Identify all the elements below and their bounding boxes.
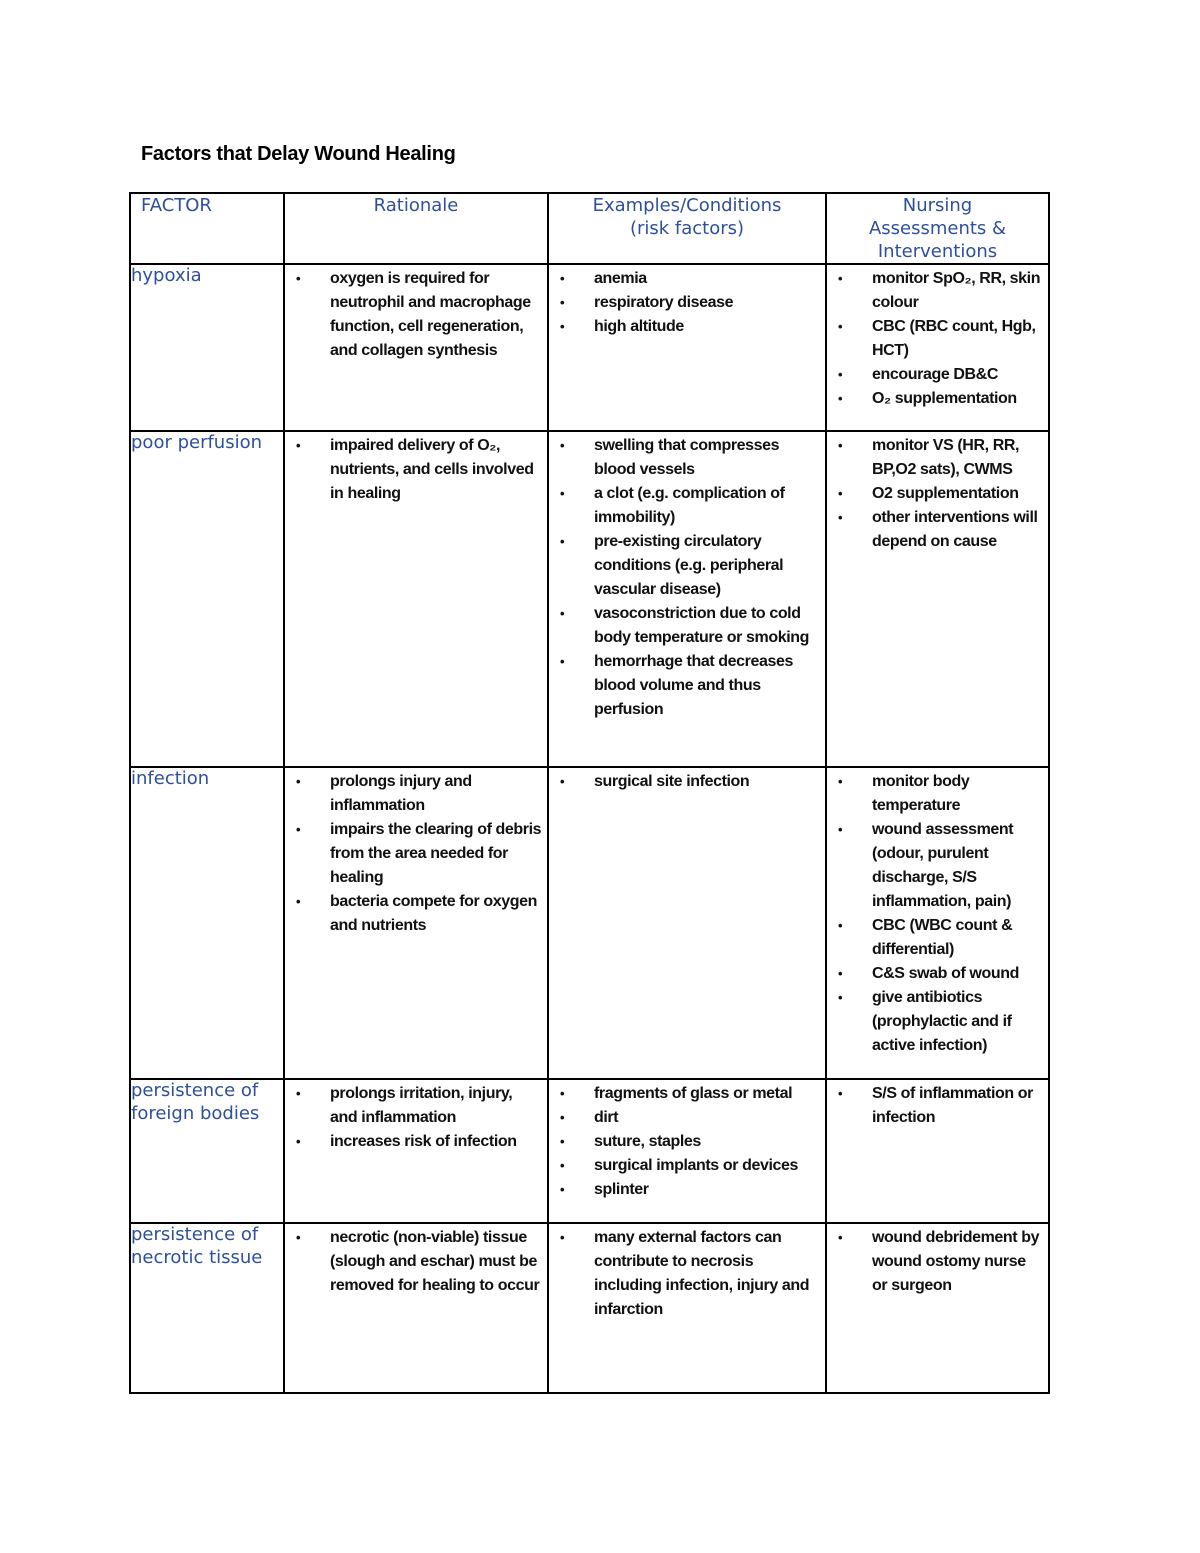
nursing-cell: [826, 264, 1049, 431]
list-item: • high altitude: [549, 315, 821, 339]
rationale-cell: [284, 1079, 548, 1223]
table-row: [130, 431, 1049, 767]
list-item: • O2 supplementation: [827, 482, 1044, 506]
list-item: • oxygen is required for neutrophil and macrophage function, cell regeneration, and collagen synthesis: [285, 267, 543, 363]
list-item: • S/S of inflammation or infection: [827, 1082, 1044, 1130]
factor-cell: [130, 431, 284, 767]
factor-name: infection: [131, 768, 210, 789]
list-item: • suture, staples: [549, 1130, 821, 1154]
rationale-list: [285, 265, 547, 363]
list-item: • necrotic (non-viable) tissue (slough and eschar) must be removed for healing to occur: [285, 1226, 543, 1298]
examples-list: [549, 1224, 825, 1322]
list-item: • CBC (RBC count, Hgb, HCT): [827, 315, 1044, 363]
factor-cell: [130, 1223, 284, 1393]
header-nursing-line3: Interventions: [877, 241, 998, 262]
list-item: • vasoconstriction due to cold body temperature or smoking: [549, 602, 821, 650]
list-item: • anemia: [549, 267, 821, 291]
rationale-list: [285, 1224, 547, 1298]
nursing-cell: [826, 1223, 1049, 1393]
list-item: • splinter: [549, 1178, 821, 1202]
list-item: • prolongs irritation, injury, and inflammation: [285, 1082, 543, 1130]
header-rationale: [284, 193, 548, 264]
list-item: • respiratory disease: [549, 291, 821, 315]
list-item: • fragments of glass or metal: [549, 1082, 821, 1106]
factor-cell: [130, 264, 284, 431]
nursing-list: [827, 432, 1048, 554]
examples-list: [549, 1080, 825, 1202]
list-item: • impaired delivery of O₂, nutrients, and cells involved in healing: [285, 434, 543, 506]
list-item: • dirt: [549, 1106, 821, 1130]
list-item: • monitor body temperature: [827, 770, 1044, 818]
document-title: Factors that Delay Wound Healing: [141, 143, 456, 165]
header-nursing: [826, 193, 1049, 264]
examples-cell: [548, 767, 826, 1079]
nursing-cell: [826, 1079, 1049, 1223]
list-item: • prolongs injury and inflammation: [285, 770, 543, 818]
table-header-row: [130, 193, 1049, 264]
list-item: • swelling that compresses blood vessels: [549, 434, 821, 482]
header-nursing-line2: Assessments &: [868, 218, 1007, 239]
list-item: • wound debridement by wound ostomy nurse or surgeon: [827, 1226, 1044, 1298]
list-item: • encourage DB&C: [827, 363, 1044, 387]
examples-cell: [548, 1079, 826, 1223]
examples-cell: [548, 1223, 826, 1393]
factor-cell: [130, 767, 284, 1079]
header-factor: [130, 193, 284, 264]
nursing-cell: [826, 431, 1049, 767]
header-examples: [548, 193, 826, 264]
factor-name: persistence of foreign bodies: [131, 1080, 260, 1124]
rationale-cell: [284, 264, 548, 431]
list-item: • CBC (WBC count & differential): [827, 914, 1044, 962]
table-row: [130, 1223, 1049, 1393]
header-examples-line2: (risk factors): [629, 218, 745, 239]
table-row: [130, 264, 1049, 431]
nursing-list: [827, 768, 1048, 1058]
list-item: • impairs the clearing of debris from the area needed for healing: [285, 818, 543, 890]
examples-list: [549, 768, 825, 794]
list-item: • give antibiotics (prophylactic and if active infection): [827, 986, 1044, 1058]
header-nursing-line1: Nursing: [902, 195, 973, 216]
nursing-cell: [826, 767, 1049, 1079]
table-row: [130, 767, 1049, 1079]
factor-name: poor perfusion: [131, 432, 263, 453]
rationale-cell: [284, 767, 548, 1079]
factor-name: hypoxia: [131, 265, 202, 286]
nursing-list: [827, 265, 1048, 411]
list-item: • O₂ supplementation: [827, 387, 1044, 411]
list-item: • wound assessment (odour, purulent discharge, S/S inflammation, pain): [827, 818, 1044, 914]
list-item: • pre-existing circulatory conditions (e.g. peripheral vascular disease): [549, 530, 821, 602]
list-item: • increases risk of infection: [285, 1130, 543, 1154]
nursing-list: [827, 1224, 1048, 1298]
list-item: • other interventions will depend on cause: [827, 506, 1044, 554]
wound-healing-factors-table: [129, 192, 1050, 1394]
header-factor-label: FACTOR: [141, 195, 212, 216]
rationale-cell: [284, 431, 548, 767]
list-item: • surgical implants or devices: [549, 1154, 821, 1178]
list-item: • surgical site infection: [549, 770, 821, 794]
examples-cell: [548, 431, 826, 767]
rationale-list: [285, 432, 547, 506]
list-item: • monitor VS (HR, RR, BP,O2 sats), CWMS: [827, 434, 1044, 482]
rationale-cell: [284, 1223, 548, 1393]
examples-cell: [548, 264, 826, 431]
list-item: • C&S swab of wound: [827, 962, 1044, 986]
examples-list: [549, 265, 825, 339]
list-item: • many external factors can contribute to necrosis including infection, injury and infarction: [549, 1226, 821, 1322]
header-rationale-label: Rationale: [373, 195, 459, 216]
rationale-list: [285, 1080, 547, 1154]
factor-name: persistence of necrotic tissue: [131, 1224, 263, 1268]
list-item: • bacteria compete for oxygen and nutrients: [285, 890, 543, 938]
header-examples-line1: Examples/Conditions: [592, 195, 782, 216]
list-item: • monitor SpO₂, RR, skin colour: [827, 267, 1044, 315]
rationale-list: [285, 768, 547, 938]
nursing-list: [827, 1080, 1048, 1130]
examples-list: [549, 432, 825, 722]
table-row: [130, 1079, 1049, 1223]
list-item: • hemorrhage that decreases blood volume and thus perfusion: [549, 650, 821, 722]
list-item: • a clot (e.g. complication of immobility): [549, 482, 821, 530]
factor-cell: [130, 1079, 284, 1223]
